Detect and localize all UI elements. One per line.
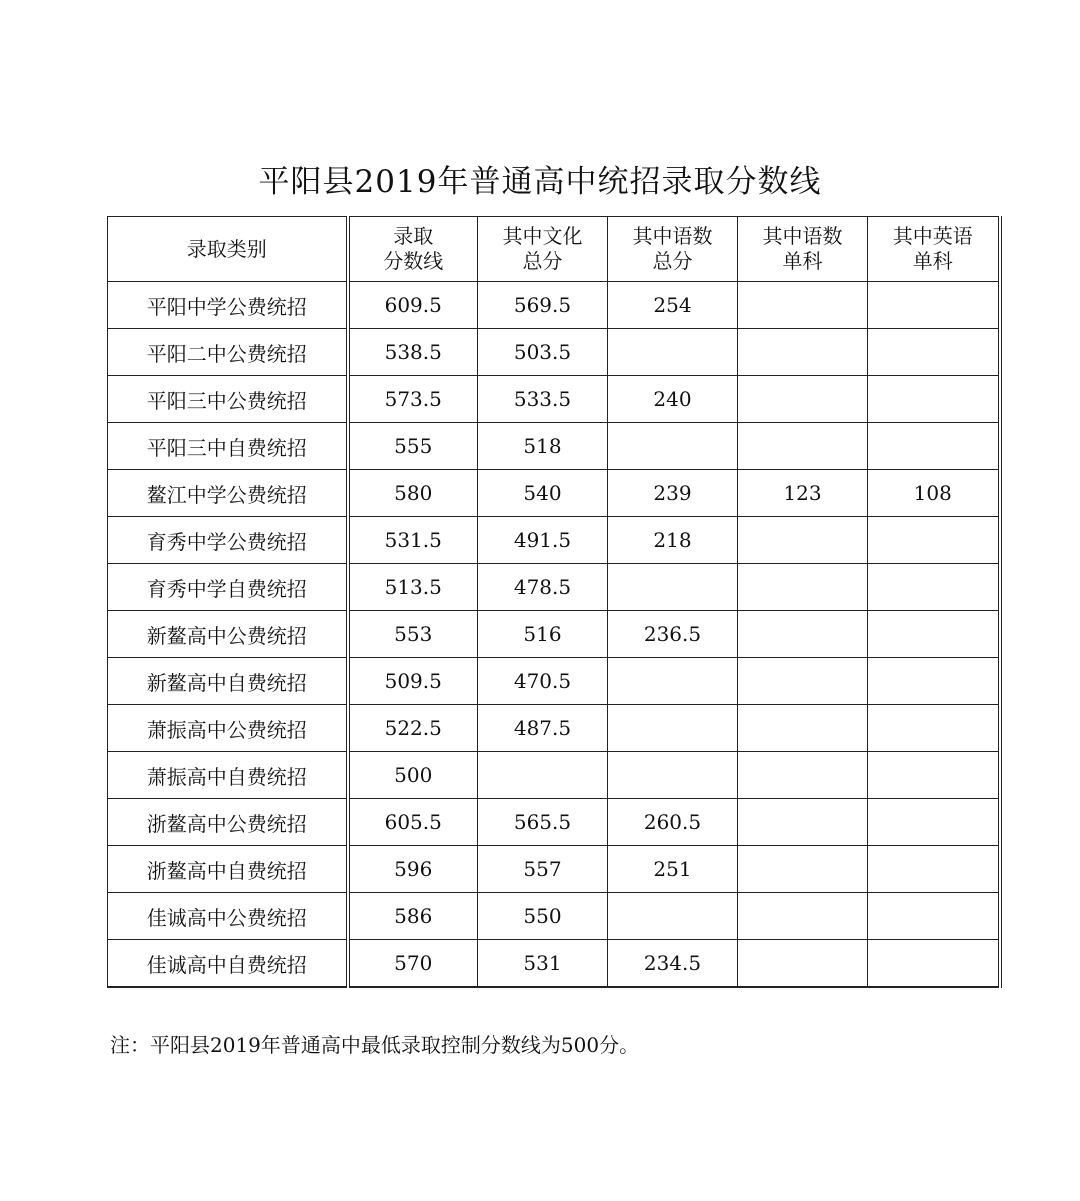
- category-cell: 育秀中学公费统招: [108, 517, 348, 564]
- category-cell: 平阳二中公费统招: [108, 329, 348, 376]
- category-cell: 新鳌高中自费统招: [108, 658, 348, 705]
- cutoff-cell: 553: [348, 611, 478, 658]
- culture-total-cell: 569.5: [478, 282, 608, 329]
- header-category: [108, 217, 348, 282]
- header-line: 其中语数: [762, 224, 843, 248]
- culture-total-cell: 533.5: [478, 376, 608, 423]
- chinese-math-single-cell: [738, 658, 868, 705]
- table-row: [108, 564, 1000, 611]
- chinese-math-total-cell: [608, 893, 738, 940]
- cutoff-cell: 531.5: [348, 517, 478, 564]
- english-single-cell: [868, 752, 1000, 799]
- chinese-math-single-cell: [738, 752, 868, 799]
- cutoff-cell: 605.5: [348, 799, 478, 846]
- culture-total-cell: 478.5: [478, 564, 608, 611]
- english-single-cell: [868, 940, 1000, 988]
- chinese-math-total-cell: 251: [608, 846, 738, 893]
- chinese-math-total-cell: [608, 423, 738, 470]
- chinese-math-single-cell: [738, 940, 868, 988]
- category-cell: 佳诚高中自费统招: [108, 940, 348, 988]
- chinese-math-single-cell: [738, 799, 868, 846]
- admission-score-table: [107, 216, 1002, 988]
- culture-total-cell: 518: [478, 423, 608, 470]
- header-culture-total: [478, 217, 608, 282]
- header-line: 总分: [522, 249, 563, 273]
- table-row: [108, 611, 1000, 658]
- chinese-math-single-cell: [738, 564, 868, 611]
- table-row: [108, 517, 1000, 564]
- header-line: 单科: [782, 249, 823, 273]
- english-single-cell: [868, 658, 1000, 705]
- culture-total-cell: 550: [478, 893, 608, 940]
- page-title: 平阳县2019年普通高中统招录取分数线: [258, 164, 822, 200]
- chinese-math-single-cell: [738, 282, 868, 329]
- english-single-cell: [868, 799, 1000, 846]
- header-line: 录取: [393, 224, 434, 248]
- culture-total-cell: 565.5: [478, 799, 608, 846]
- header-line: 总分: [652, 249, 693, 273]
- chinese-math-single-cell: 123: [738, 470, 868, 517]
- category-cell: 平阳三中自费统招: [108, 423, 348, 470]
- english-single-cell: [868, 564, 1000, 611]
- cutoff-cell: 586: [348, 893, 478, 940]
- cutoff-cell: 509.5: [348, 658, 478, 705]
- chinese-math-single-cell: [738, 705, 868, 752]
- culture-total-cell: 557: [478, 846, 608, 893]
- chinese-math-total-cell: 236.5: [608, 611, 738, 658]
- header-line: 分数线: [383, 249, 444, 273]
- english-single-cell: 108: [868, 470, 1000, 517]
- header-line: 其中英语: [892, 224, 973, 248]
- english-single-cell: [868, 423, 1000, 470]
- table-row: [108, 329, 1000, 376]
- chinese-math-total-cell: 239: [608, 470, 738, 517]
- chinese-math-total-cell: 218: [608, 517, 738, 564]
- category-cell: 平阳三中公费统招: [108, 376, 348, 423]
- chinese-math-single-cell: [738, 893, 868, 940]
- table-body: [108, 282, 1000, 988]
- table-row: [108, 282, 1000, 329]
- table-row: [108, 940, 1000, 988]
- culture-total-cell: 531: [478, 940, 608, 988]
- cutoff-cell: 609.5: [348, 282, 478, 329]
- english-single-cell: [868, 517, 1000, 564]
- table-row: [108, 376, 1000, 423]
- header-line: 单科: [912, 249, 953, 273]
- header-line: 其中语数: [632, 224, 713, 248]
- cutoff-cell: 573.5: [348, 376, 478, 423]
- english-single-cell: [868, 376, 1000, 423]
- chinese-math-total-cell: [608, 705, 738, 752]
- culture-total-cell: 470.5: [478, 658, 608, 705]
- culture-total-cell: [478, 752, 608, 799]
- chinese-math-total-cell: [608, 564, 738, 611]
- cutoff-cell: 538.5: [348, 329, 478, 376]
- chinese-math-total-cell: 254: [608, 282, 738, 329]
- culture-total-cell: 540: [478, 470, 608, 517]
- chinese-math-total-cell: 234.5: [608, 940, 738, 988]
- category-cell: 平阳中学公费统招: [108, 282, 348, 329]
- english-single-cell: [868, 329, 1000, 376]
- chinese-math-total-cell: [608, 329, 738, 376]
- culture-total-cell: 491.5: [478, 517, 608, 564]
- cutoff-cell: 500: [348, 752, 478, 799]
- chinese-math-single-cell: [738, 611, 868, 658]
- header-cutoff: [348, 217, 478, 282]
- cutoff-cell: 555: [348, 423, 478, 470]
- chinese-math-total-cell: 240: [608, 376, 738, 423]
- category-cell: 萧振高中自费统招: [108, 752, 348, 799]
- category-cell: 萧振高中公费统招: [108, 705, 348, 752]
- table-row: [108, 470, 1000, 517]
- culture-total-cell: 503.5: [478, 329, 608, 376]
- chinese-math-single-cell: [738, 329, 868, 376]
- category-cell: 浙鳌高中公费统招: [108, 799, 348, 846]
- table-row: [108, 705, 1000, 752]
- category-cell: 鳌江中学公费统招: [108, 470, 348, 517]
- chinese-math-single-cell: [738, 517, 868, 564]
- chinese-math-single-cell: [738, 376, 868, 423]
- chinese-math-total-cell: [608, 658, 738, 705]
- english-single-cell: [868, 705, 1000, 752]
- chinese-math-single-cell: [738, 423, 868, 470]
- cutoff-cell: 522.5: [348, 705, 478, 752]
- table-row: [108, 423, 1000, 470]
- english-single-cell: [868, 611, 1000, 658]
- culture-total-cell: 516: [478, 611, 608, 658]
- english-single-cell: [868, 282, 1000, 329]
- table-row: [108, 893, 1000, 940]
- table-row: [108, 752, 1000, 799]
- header-chinese-math-total: [608, 217, 738, 282]
- header-line: 其中文化: [502, 224, 583, 248]
- chinese-math-single-cell: [738, 846, 868, 893]
- header-english-single: [868, 217, 1000, 282]
- cutoff-cell: 513.5: [348, 564, 478, 611]
- category-cell: 新鳌高中公费统招: [108, 611, 348, 658]
- cutoff-cell: 570: [348, 940, 478, 988]
- table-row: [108, 846, 1000, 893]
- category-cell: 佳诚高中公费统招: [108, 893, 348, 940]
- culture-total-cell: 487.5: [478, 705, 608, 752]
- table-row: [108, 799, 1000, 846]
- table-row: [108, 658, 1000, 705]
- cutoff-cell: 596: [348, 846, 478, 893]
- header-chinese-math-single: [738, 217, 868, 282]
- footnote: 注：平阳县2019年普通高中最低录取控制分数线为500分。: [110, 1033, 640, 1057]
- category-cell: 浙鳌高中自费统招: [108, 846, 348, 893]
- english-single-cell: [868, 846, 1000, 893]
- cutoff-cell: 580: [348, 470, 478, 517]
- chinese-math-total-cell: 260.5: [608, 799, 738, 846]
- english-single-cell: [868, 893, 1000, 940]
- table-header-row: [108, 217, 1000, 282]
- chinese-math-total-cell: [608, 752, 738, 799]
- category-cell: 育秀中学自费统招: [108, 564, 348, 611]
- header-line: 录取类别: [186, 236, 267, 261]
